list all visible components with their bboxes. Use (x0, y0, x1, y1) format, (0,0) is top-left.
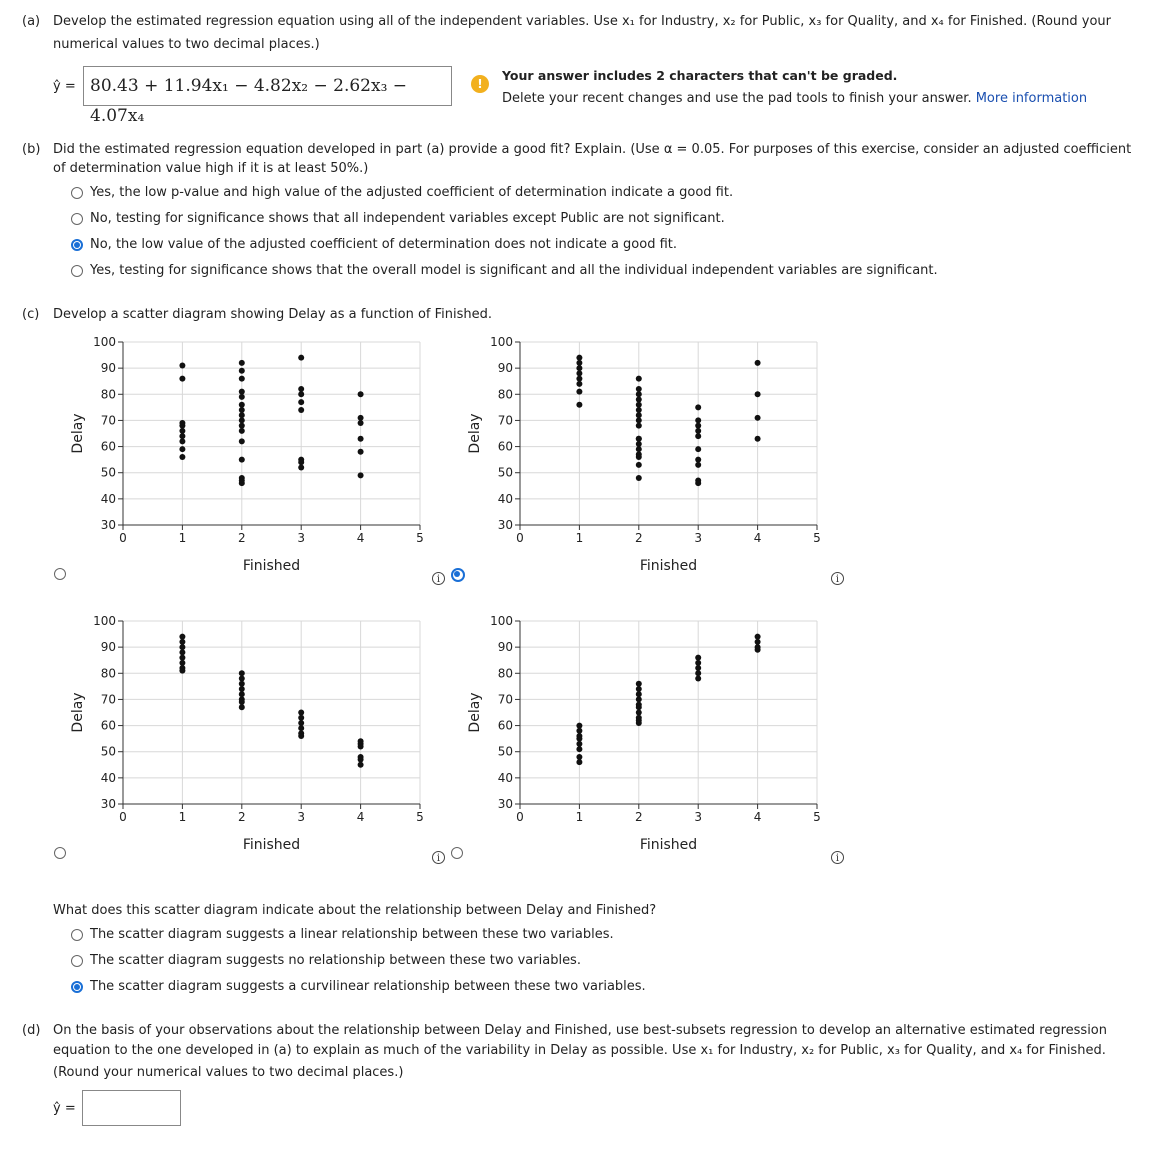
data-point (239, 407, 245, 413)
data-point (576, 355, 582, 361)
y-tick-label: 50 (497, 744, 513, 759)
y-tick-label: 60 (497, 718, 513, 733)
part-b-option-4[interactable]: Yes, testing for significance shows that the overall model is significant and all the individual independent variables are significant. (90, 263, 938, 278)
y-tick-label: 30 (100, 797, 116, 811)
part-c-radio-3[interactable] (71, 981, 83, 993)
y-tick-label: 60 (100, 718, 116, 733)
data-point (636, 423, 642, 429)
x-axis-label: Finished (242, 837, 301, 853)
part-c-followup-question: What does this scatter diagram indicate about the relationship between Delay and Finished? (53, 903, 657, 918)
data-point (576, 365, 582, 371)
data-point (358, 449, 364, 455)
data-point (695, 676, 701, 682)
data-point (239, 438, 245, 444)
data-point (695, 404, 701, 410)
y-tick-label: 80 (497, 387, 513, 402)
y-axis-label: Delay (70, 692, 86, 733)
data-point (179, 660, 185, 666)
y-tick-label: 40 (497, 491, 513, 506)
info-icon[interactable]: i (831, 851, 844, 864)
part-c-radio-1[interactable] (71, 929, 83, 941)
data-point (358, 415, 364, 421)
y-axis-label: Delay (467, 692, 483, 733)
y-axis-label: Delay (467, 413, 483, 454)
y-tick-label: 70 (497, 692, 513, 707)
data-point (755, 639, 761, 645)
data-point (755, 415, 761, 421)
data-point (239, 360, 245, 366)
data-point (576, 759, 582, 765)
data-point (636, 691, 642, 697)
data-point (755, 634, 761, 640)
chart-choice-radio-1[interactable] (54, 568, 66, 580)
x-tick-label: 1 (178, 810, 187, 824)
x-axis-label: Finished (242, 558, 301, 574)
y-tick-label: 90 (497, 361, 513, 376)
x-tick-label: 0 (516, 810, 524, 824)
scatter-chart-3 (65, 609, 435, 864)
data-point (358, 420, 364, 426)
data-point (695, 428, 701, 434)
info-icon[interactable]: i (831, 572, 844, 585)
scatter-chart-1 (65, 330, 435, 585)
part-c-radio-2[interactable] (71, 955, 83, 967)
data-point (636, 704, 642, 710)
x-tick-label: 4 (356, 810, 365, 824)
x-tick-label: 3 (694, 810, 703, 824)
part-b-question-line2: of determination value high if it is at least 50%.) (53, 161, 369, 176)
regression-answer-field[interactable]: 80.43 + 11.94x₁ − 4.82x₂ − 2.62x₃ − 4.07x₄ (83, 66, 452, 106)
y-tick-label: 30 (497, 518, 513, 532)
data-point (358, 762, 364, 768)
data-point (636, 407, 642, 413)
data-point (695, 462, 701, 468)
data-point (636, 436, 642, 442)
data-point (576, 381, 582, 387)
y-tick-label: 70 (100, 413, 116, 428)
data-point (576, 402, 582, 408)
data-point (576, 741, 582, 747)
part-b-radio-3[interactable] (71, 239, 83, 251)
part-a-label: (a) (22, 14, 41, 29)
data-point (179, 363, 185, 369)
data-point (755, 360, 761, 366)
data-point (298, 355, 304, 361)
data-point (179, 433, 185, 439)
data-point (298, 459, 304, 465)
x-axis-label: Finished (639, 558, 698, 574)
data-point (695, 423, 701, 429)
data-point (695, 655, 701, 661)
data-point (179, 634, 185, 640)
data-point (239, 686, 245, 692)
data-point (576, 370, 582, 376)
data-point (636, 391, 642, 397)
x-tick-label: 1 (575, 810, 584, 824)
y-tick-label: 100 (490, 614, 513, 628)
y-tick-label: 100 (490, 335, 513, 349)
warning-title: Your answer includes 2 characters that can't be graded. (502, 68, 898, 83)
data-point (358, 757, 364, 763)
data-point (298, 386, 304, 392)
y-tick-label: 90 (497, 640, 513, 655)
data-point (298, 407, 304, 413)
y-tick-label: 50 (100, 465, 116, 480)
y-tick-label: 50 (100, 744, 116, 759)
part-b-option-3[interactable]: No, the low value of the adjusted coefficient of determination does not indicate a good fit. (90, 237, 678, 252)
part-d-question-line3: (Round your numerical values to two decimal places.) (53, 1065, 404, 1080)
y-tick-label: 80 (100, 666, 116, 681)
part-d-question-line2: equation to the one developed in (a) to explain as much of the variability in Delay as possible. Use x₁ for Industry, x₂ for Public, x₃ for Quality, and x₄ for Finished. (53, 1043, 1106, 1058)
data-point (239, 417, 245, 423)
y-tick-label: 100 (93, 335, 116, 349)
data-point (636, 681, 642, 687)
data-point (636, 462, 642, 468)
data-point (695, 457, 701, 463)
x-tick-label: 5 (813, 810, 821, 824)
part-c-option-2[interactable]: The scatter diagram suggests no relationship between these two variables. (90, 953, 581, 968)
data-point (636, 454, 642, 460)
data-point (636, 412, 642, 418)
data-point (298, 725, 304, 731)
data-point (179, 644, 185, 650)
data-point (358, 436, 364, 442)
data-point (298, 733, 304, 739)
yhat-label: ŷ = (53, 79, 76, 94)
data-point (298, 715, 304, 721)
y-tick-label: 40 (100, 491, 116, 506)
data-point (636, 720, 642, 726)
data-point (239, 428, 245, 434)
warning-body: Delete your recent changes and use the pad tools to finish your answer. (502, 91, 972, 106)
x-tick-label: 2 (237, 810, 246, 824)
y-tick-label: 90 (100, 361, 116, 376)
data-point (179, 454, 185, 460)
y-tick-label: 40 (497, 770, 513, 785)
x-tick-label: 5 (416, 531, 424, 545)
data-point (576, 754, 582, 760)
x-tick-label: 3 (694, 531, 703, 545)
part-b-radio-1[interactable] (71, 187, 83, 199)
data-point (755, 391, 761, 397)
data-point (695, 670, 701, 676)
data-point (298, 720, 304, 726)
x-tick-label: 0 (516, 531, 524, 545)
yhat-label-d: ŷ = (53, 1101, 76, 1116)
part-b-option-1[interactable]: Yes, the low p-value and high value of the adjusted coefficient of determination indicate a good fit. (90, 185, 734, 200)
y-tick-label: 90 (100, 640, 116, 655)
x-tick-label: 4 (356, 531, 365, 545)
data-point (576, 389, 582, 395)
x-tick-label: 3 (297, 810, 306, 824)
part-b-radio-2[interactable] (71, 213, 83, 225)
data-point (239, 676, 245, 682)
data-point (239, 423, 245, 429)
data-point (179, 423, 185, 429)
data-point (755, 647, 761, 653)
x-tick-label: 1 (575, 531, 584, 545)
data-point (239, 389, 245, 395)
part-a-question-line1: Develop the estimated regression equation using all of the independent variables. Use x₁ for Industry, x₂ for Public, x₃ for Quality, and x₄ for Finished. (Round your (53, 14, 1112, 29)
data-point (695, 433, 701, 439)
warning-icon: ! (471, 75, 489, 93)
info-icon[interactable]: i (432, 572, 445, 585)
part-c-option-3[interactable]: The scatter diagram suggests a curvilinear relationship between these two variables. (90, 979, 646, 994)
data-point (695, 480, 701, 486)
data-point (576, 376, 582, 382)
data-point (576, 723, 582, 729)
data-point (298, 464, 304, 470)
data-point (636, 386, 642, 392)
data-point (636, 417, 642, 423)
data-point (239, 704, 245, 710)
x-tick-label: 2 (634, 531, 643, 545)
x-tick-label: 4 (753, 531, 762, 545)
x-tick-label: 0 (119, 531, 127, 545)
scatter-chart-2 (462, 330, 832, 585)
data-point (636, 441, 642, 447)
data-point (695, 417, 701, 423)
data-point (636, 475, 642, 481)
data-point (636, 376, 642, 382)
data-point (358, 391, 364, 397)
data-point (576, 746, 582, 752)
data-point (239, 412, 245, 418)
y-tick-label: 80 (100, 387, 116, 402)
part-c-label: (c) (22, 307, 40, 322)
data-point (179, 655, 185, 661)
part-c-question: Develop a scatter diagram showing Delay as a function of Finished. (53, 307, 492, 322)
data-point (576, 728, 582, 734)
y-tick-label: 40 (100, 770, 116, 785)
data-point (239, 681, 245, 687)
data-point (179, 668, 185, 674)
data-point (636, 446, 642, 452)
data-point (636, 686, 642, 692)
x-tick-label: 1 (178, 531, 187, 545)
x-tick-label: 5 (813, 531, 821, 545)
x-tick-label: 4 (753, 810, 762, 824)
data-point (179, 376, 185, 382)
y-tick-label: 30 (100, 518, 116, 532)
alternative-equation-input[interactable] (82, 1090, 181, 1126)
x-tick-label: 5 (416, 810, 424, 824)
part-b-question-line1: Did the estimated regression equation developed in part (a) provide a good fit? Explain. (Use α = 0.05. For purposes of this exercise, consider an adjusted coefficient (53, 142, 1132, 157)
part-b-radio-4[interactable] (71, 265, 83, 277)
part-d-label: (d) (22, 1023, 41, 1038)
x-axis-label: Finished (639, 837, 698, 853)
data-point (358, 743, 364, 749)
chart-choice-radio-4[interactable] (451, 847, 463, 859)
data-point (636, 710, 642, 716)
data-point (239, 670, 245, 676)
part-b-option-2[interactable]: No, testing for significance shows that all independent variables except Public are not significant. (90, 211, 725, 226)
chart-choice-radio-3[interactable] (54, 847, 66, 859)
data-point (239, 394, 245, 400)
x-tick-label: 2 (634, 810, 643, 824)
more-information-link[interactable]: More information (975, 91, 1088, 106)
y-tick-label: 80 (497, 666, 513, 681)
data-point (239, 402, 245, 408)
data-point (298, 710, 304, 716)
data-point (179, 649, 185, 655)
data-point (239, 699, 245, 705)
part-d-question-line1: On the basis of your observations about the relationship between Delay and Finished, use best-subsets regression to develop an alternative estimated regression (53, 1023, 1108, 1038)
x-tick-label: 2 (237, 531, 246, 545)
data-point (179, 428, 185, 434)
data-point (298, 391, 304, 397)
x-tick-label: 0 (119, 810, 127, 824)
y-tick-label: 50 (497, 465, 513, 480)
data-point (636, 397, 642, 403)
data-point (358, 472, 364, 478)
data-point (695, 446, 701, 452)
data-point (298, 399, 304, 405)
data-point (576, 360, 582, 366)
scatter-chart-4 (462, 609, 832, 864)
data-point (695, 665, 701, 671)
data-point (239, 480, 245, 486)
y-tick-label: 100 (93, 614, 116, 628)
part-c-option-1[interactable]: The scatter diagram suggests a linear relationship between these two variables. (90, 927, 614, 942)
data-point (179, 438, 185, 444)
data-point (576, 736, 582, 742)
part-b-label: (b) (22, 142, 41, 157)
data-point (636, 402, 642, 408)
y-tick-label: 60 (497, 439, 513, 454)
y-tick-label: 60 (100, 439, 116, 454)
data-point (239, 691, 245, 697)
y-tick-label: 30 (497, 797, 513, 811)
chart-choice-radio-2[interactable] (451, 568, 465, 582)
data-point (239, 376, 245, 382)
data-point (755, 436, 761, 442)
y-tick-label: 70 (497, 413, 513, 428)
part-a-question-line2: numerical values to two decimal places.) (53, 37, 320, 52)
y-axis-label: Delay (70, 413, 86, 454)
info-icon[interactable]: i (432, 851, 445, 864)
x-tick-label: 3 (297, 531, 306, 545)
data-point (695, 660, 701, 666)
y-tick-label: 70 (100, 692, 116, 707)
data-point (636, 696, 642, 702)
data-point (239, 457, 245, 463)
data-point (239, 368, 245, 374)
data-point (179, 446, 185, 452)
data-point (179, 639, 185, 645)
